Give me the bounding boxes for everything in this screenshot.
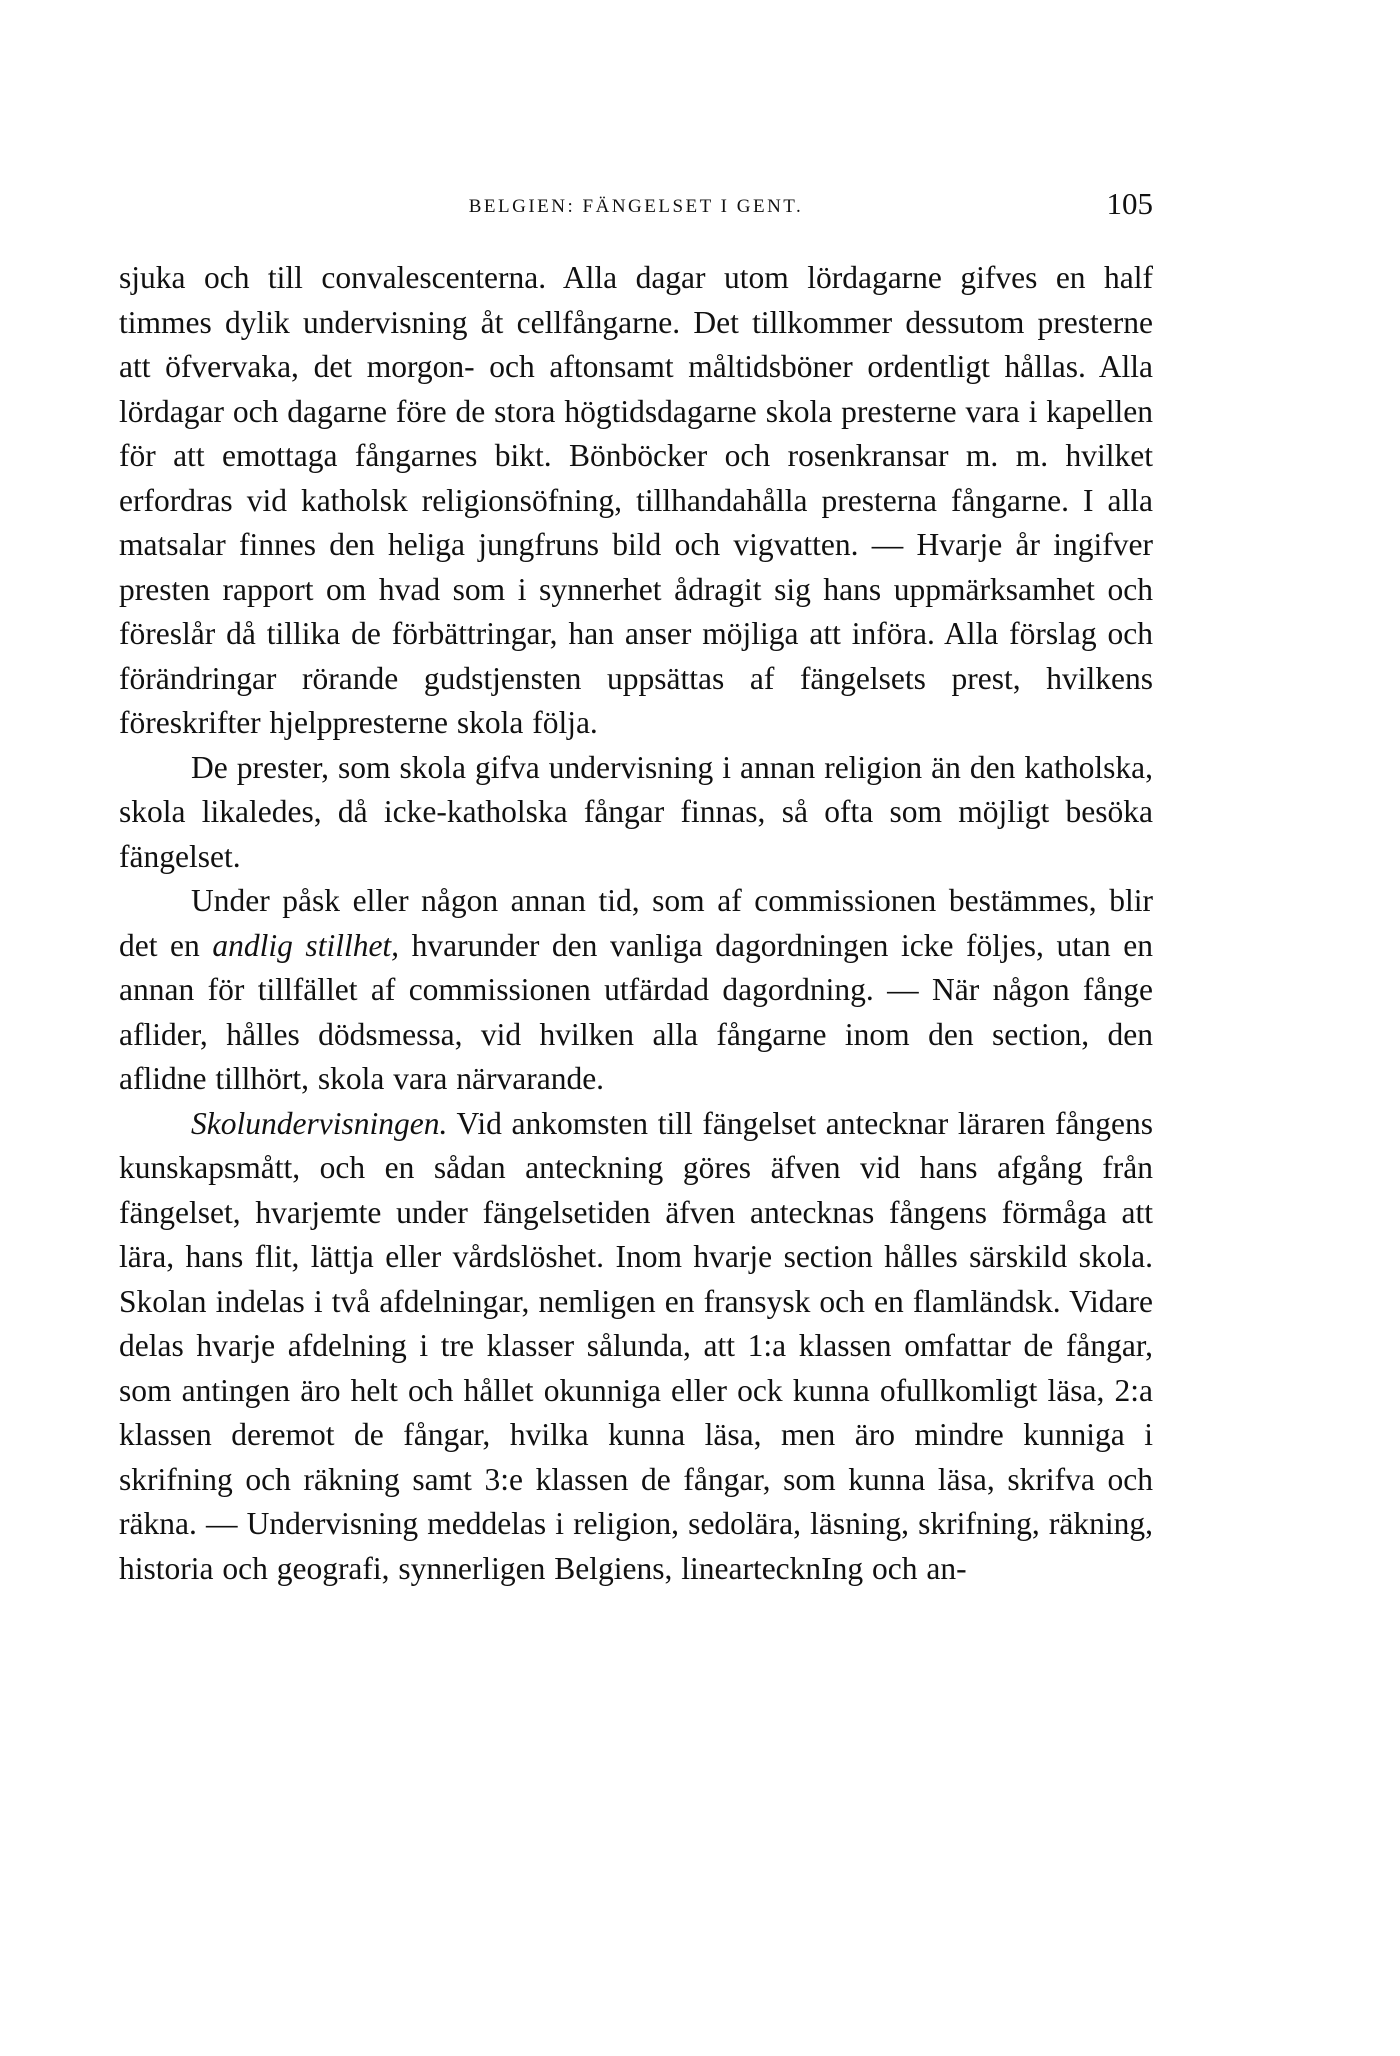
italic-phrase: andlig stillhet,: [212, 927, 400, 963]
paragraph-other-religion: De prester, som skola gifva undervisning i annan religion än den katholska, skola likaledes, då icke-katholska fångar finnas, så ofta som möjligt besöka fängelset.: [119, 749, 1153, 874]
book-page: [119, 186, 1153, 1591]
page-number: 105: [1106, 186, 1153, 221]
paragraph-text-before: Under påsk eller någon annan tid, som af commissionen bestämmes, blir det en: [119, 883, 1153, 963]
paragraph-continuation: sjuka och till convalescenterna. Alla dagar utom lördagarne gifves en half timmes dylik undervisning åt cellfångarne. Det tillkommer dessutom presterne att öfvervaka, det morgon- och aftonsamt måltidsböner ordentligt hållas. Alla lördagar och dagarne före de stora högtidsdagarne skola presterne vara i kapellen för att emottaga fångarnes bikt. Bönböcker och rosenkransar m. m. hvilket erfordras vid katholsk religionsöfning, tillhandahålla presterna fångarne. I alla matsalar finnes den heliga jungfruns bild och vigvatten. — Hvarje år ingifver presten rapport om hvad som i synnerhet ådragit sig hans uppmärksamhet och föreslår då tillika de förbättringar, han anser möjliga att införa. Alla förslag och förändringar rörande gudstjensten uppsättas af fängelsets prest, hvilkens föreskrifter hjelppresterne skola följa.: [119, 260, 1153, 740]
paragraph-school-instruction: [119, 1102, 1153, 1592]
running-title: BELGIEN: FÄNGELSET I GENT.: [468, 196, 804, 217]
paragraph-text-after: Vid ankomsten till fängelset antecknar läraren fångens kunskapsmått, och en sådan anteckning göres äfven vid hans afgång från fängelset, hvarjemte under fängelsetiden äfven antecknas fångens förmåga att lära, hans flit, lättja eller vårdslöshet. Inom hvarje section hålles särskild skola. Skolan indelas i två afdelningar, nemligen en fransysk och en flamländsk. Vidare delas hvarje afdelning i tre klasser sålunda, att 1:a klassen omfattar de fångar, som antingen äro helt och hållet okunniga eller ock kunna ofullkomligt läsa, 2:a klassen deremot de fångar, hvilka kunna läsa, men äro mindre kunniga i skrifning och räkning samt 3:e klassen de fångar, som kunna läsa, skrifva och räkna. — Undervisning meddelas i religion, sedolära, läsning, skrifning, räkning, historia och geografi, synnerligen Belgiens, lineartecknIng och an-: [119, 1105, 1153, 1586]
running-head: [119, 186, 1153, 238]
section-heading-italic: Skolundervisningen.: [191, 1105, 448, 1141]
paragraph-text-after: hvarunder den vanliga dagordningen icke följes, utan en annan för tillfället af commissionen utfärdad dagordning. — När någon fånge aflider, hålles dödsmessa, vid hvilken alla fångarne inom den section, den aflidne tillhört, skola vara närvarande.: [119, 927, 1153, 1096]
paragraph-easter-stillness: [119, 879, 1153, 1102]
